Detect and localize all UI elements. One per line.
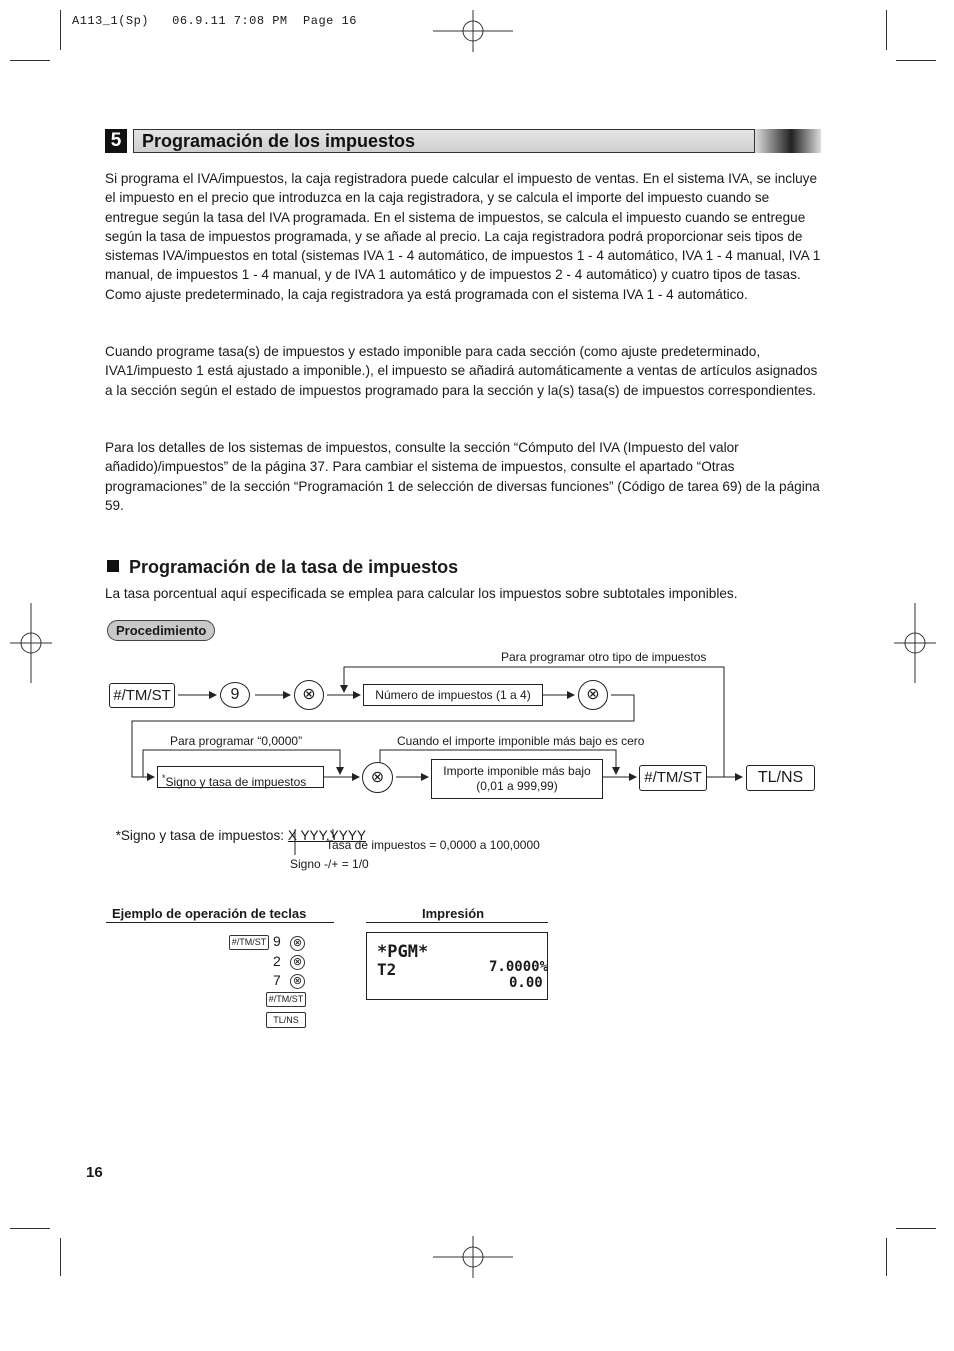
mini-digit-2: 2 bbox=[273, 953, 281, 969]
multiply-key-icon: ⊗ bbox=[578, 680, 608, 710]
receipt-tax-label: T2 bbox=[377, 960, 397, 979]
digit-9-key: 9 bbox=[220, 682, 250, 708]
receipt-pgm-line: *PGM* bbox=[377, 942, 429, 962]
print-slug: A113_1(Sp) 06.9.11 7:08 PM Page 16 bbox=[72, 14, 357, 28]
box-sign-and-rate bbox=[157, 766, 324, 788]
tm-st-key: #/TM/ST bbox=[639, 765, 707, 791]
mini-digit-9: 9 bbox=[273, 933, 281, 949]
mini-tm-st-key: #/TM/ST bbox=[266, 992, 306, 1007]
multiply-key-icon: ⊗ bbox=[362, 762, 393, 793]
tm-st-key: #/TM/ST bbox=[109, 683, 175, 708]
paragraph-intro: Si programa el IVA/impuestos, la caja registradora puede calcular el impuesto de ventas. En el sistema IVA, se incluye el impuesto en el precio que introduzca en la caja registradora, y se calcula el importe del impuesto cuando se entregue según la tasa del IVA programada. En el sistema de impuestos, se calcula el impuesto cuando se entregue según la tasa de impuestos programada, y se añade al precio. La caja registradora podrá proporcionar seis tipos de sistemas IVA/impuestos en total (sistemas IVA 1 - 4 automático, de impuestos 1 - 4 automático, IVA 1 - 4 manual, IVA 1 manual, de impuestos 1 - 4 manual, y de IVA 1 automático y de impuestos 2 - 4 automático) y cuatro tipos de tasas. Como ajuste predeterminado, la caja registradora ya está programada con el sistema IVA 1 - 4 automático. bbox=[105, 171, 821, 302]
format-note-prefix: *Signo y tasa de impuestos: bbox=[115, 828, 288, 843]
example-heading: Ejemplo de operación de teclas bbox=[112, 906, 307, 921]
label-program-zero: Para programar “0,0000” bbox=[170, 734, 303, 748]
format-note-format: X YYY.YYYY bbox=[287, 828, 366, 843]
receipt-tax-rate: 7.0000% bbox=[489, 959, 549, 975]
subsection-title: Programación de la tasa de impuestos bbox=[129, 557, 459, 577]
box-lowest-taxable-line2: (0,01 a 999,99) bbox=[476, 779, 558, 793]
tl-ns-key: TL/NS bbox=[746, 765, 815, 791]
section-title: Programación de los impuestos bbox=[142, 131, 416, 151]
label-other-tax: Para programar otro tipo de impuestos bbox=[501, 650, 707, 664]
multiply-key-icon: ⊗ bbox=[294, 680, 324, 710]
box-sign-and-rate-label: Signo y tasa de impuestos bbox=[165, 775, 307, 789]
page-number: 16 bbox=[86, 1164, 103, 1181]
example-heading-rule bbox=[106, 922, 334, 923]
label-lowest-zero: Cuando el importe imponible más bajo es cero bbox=[397, 734, 645, 748]
receipt-amount: 0.00 bbox=[509, 975, 543, 991]
mini-digit-7: 7 bbox=[273, 972, 281, 988]
mini-tm-st-key: #/TM/ST bbox=[229, 935, 269, 950]
rate-range-note: Tasa de impuestos = 0,0000 a 100,0000 bbox=[326, 838, 540, 852]
section-number: 5 bbox=[105, 129, 127, 153]
print-heading: Impresión bbox=[422, 906, 485, 921]
mini-multiply-key-icon: ⊗ bbox=[290, 974, 305, 989]
box-number-of-taxes: Número de impuestos (1 a 4) bbox=[363, 684, 543, 706]
mini-tl-ns-key: TL/NS bbox=[266, 1012, 306, 1028]
sign-note: Signo -/+ = 1/0 bbox=[290, 857, 369, 871]
box-lowest-taxable bbox=[431, 759, 603, 799]
mini-multiply-key-icon: ⊗ bbox=[290, 936, 305, 951]
mini-multiply-key-icon: ⊗ bbox=[290, 955, 305, 970]
procedure-label: Procedimiento bbox=[107, 620, 215, 641]
receipt-print bbox=[366, 932, 548, 1000]
footnote-star: * bbox=[162, 773, 166, 783]
paragraph-details: Para los detalles de los sistemas de impuestos, consulte la sección “Cómputo del IVA (Impuesto del valor añadido)/impuestos” de la página 37. Para cambiar el sistema de impuestos, consulte el apartado “Otras programaciones” de la sección “Programación 1 de selección de diversas funciones” (Código de tarea 69) de la página 59. bbox=[105, 440, 820, 513]
paragraph-taxable: Cuando programe tasa(s) de impuestos y estado imponible para cada sección (como ajuste predeterminado, IVA1/impuesto 1 está ajustado a imponible.), el impuesto se añadirá automáticamente a ventas de artículos asignados a la sección según el estado de impuestos programado para la sección y la(s) tasa(s) de impuestos correspondientes. bbox=[105, 344, 818, 398]
box-lowest-taxable-line1: Importe imponible más bajo bbox=[443, 764, 591, 778]
subsection-intro: La tasa porcentual aquí especificada se emplea para calcular los impuestos sobre subtotales imponibles. bbox=[105, 586, 738, 601]
print-heading-rule bbox=[366, 922, 548, 923]
